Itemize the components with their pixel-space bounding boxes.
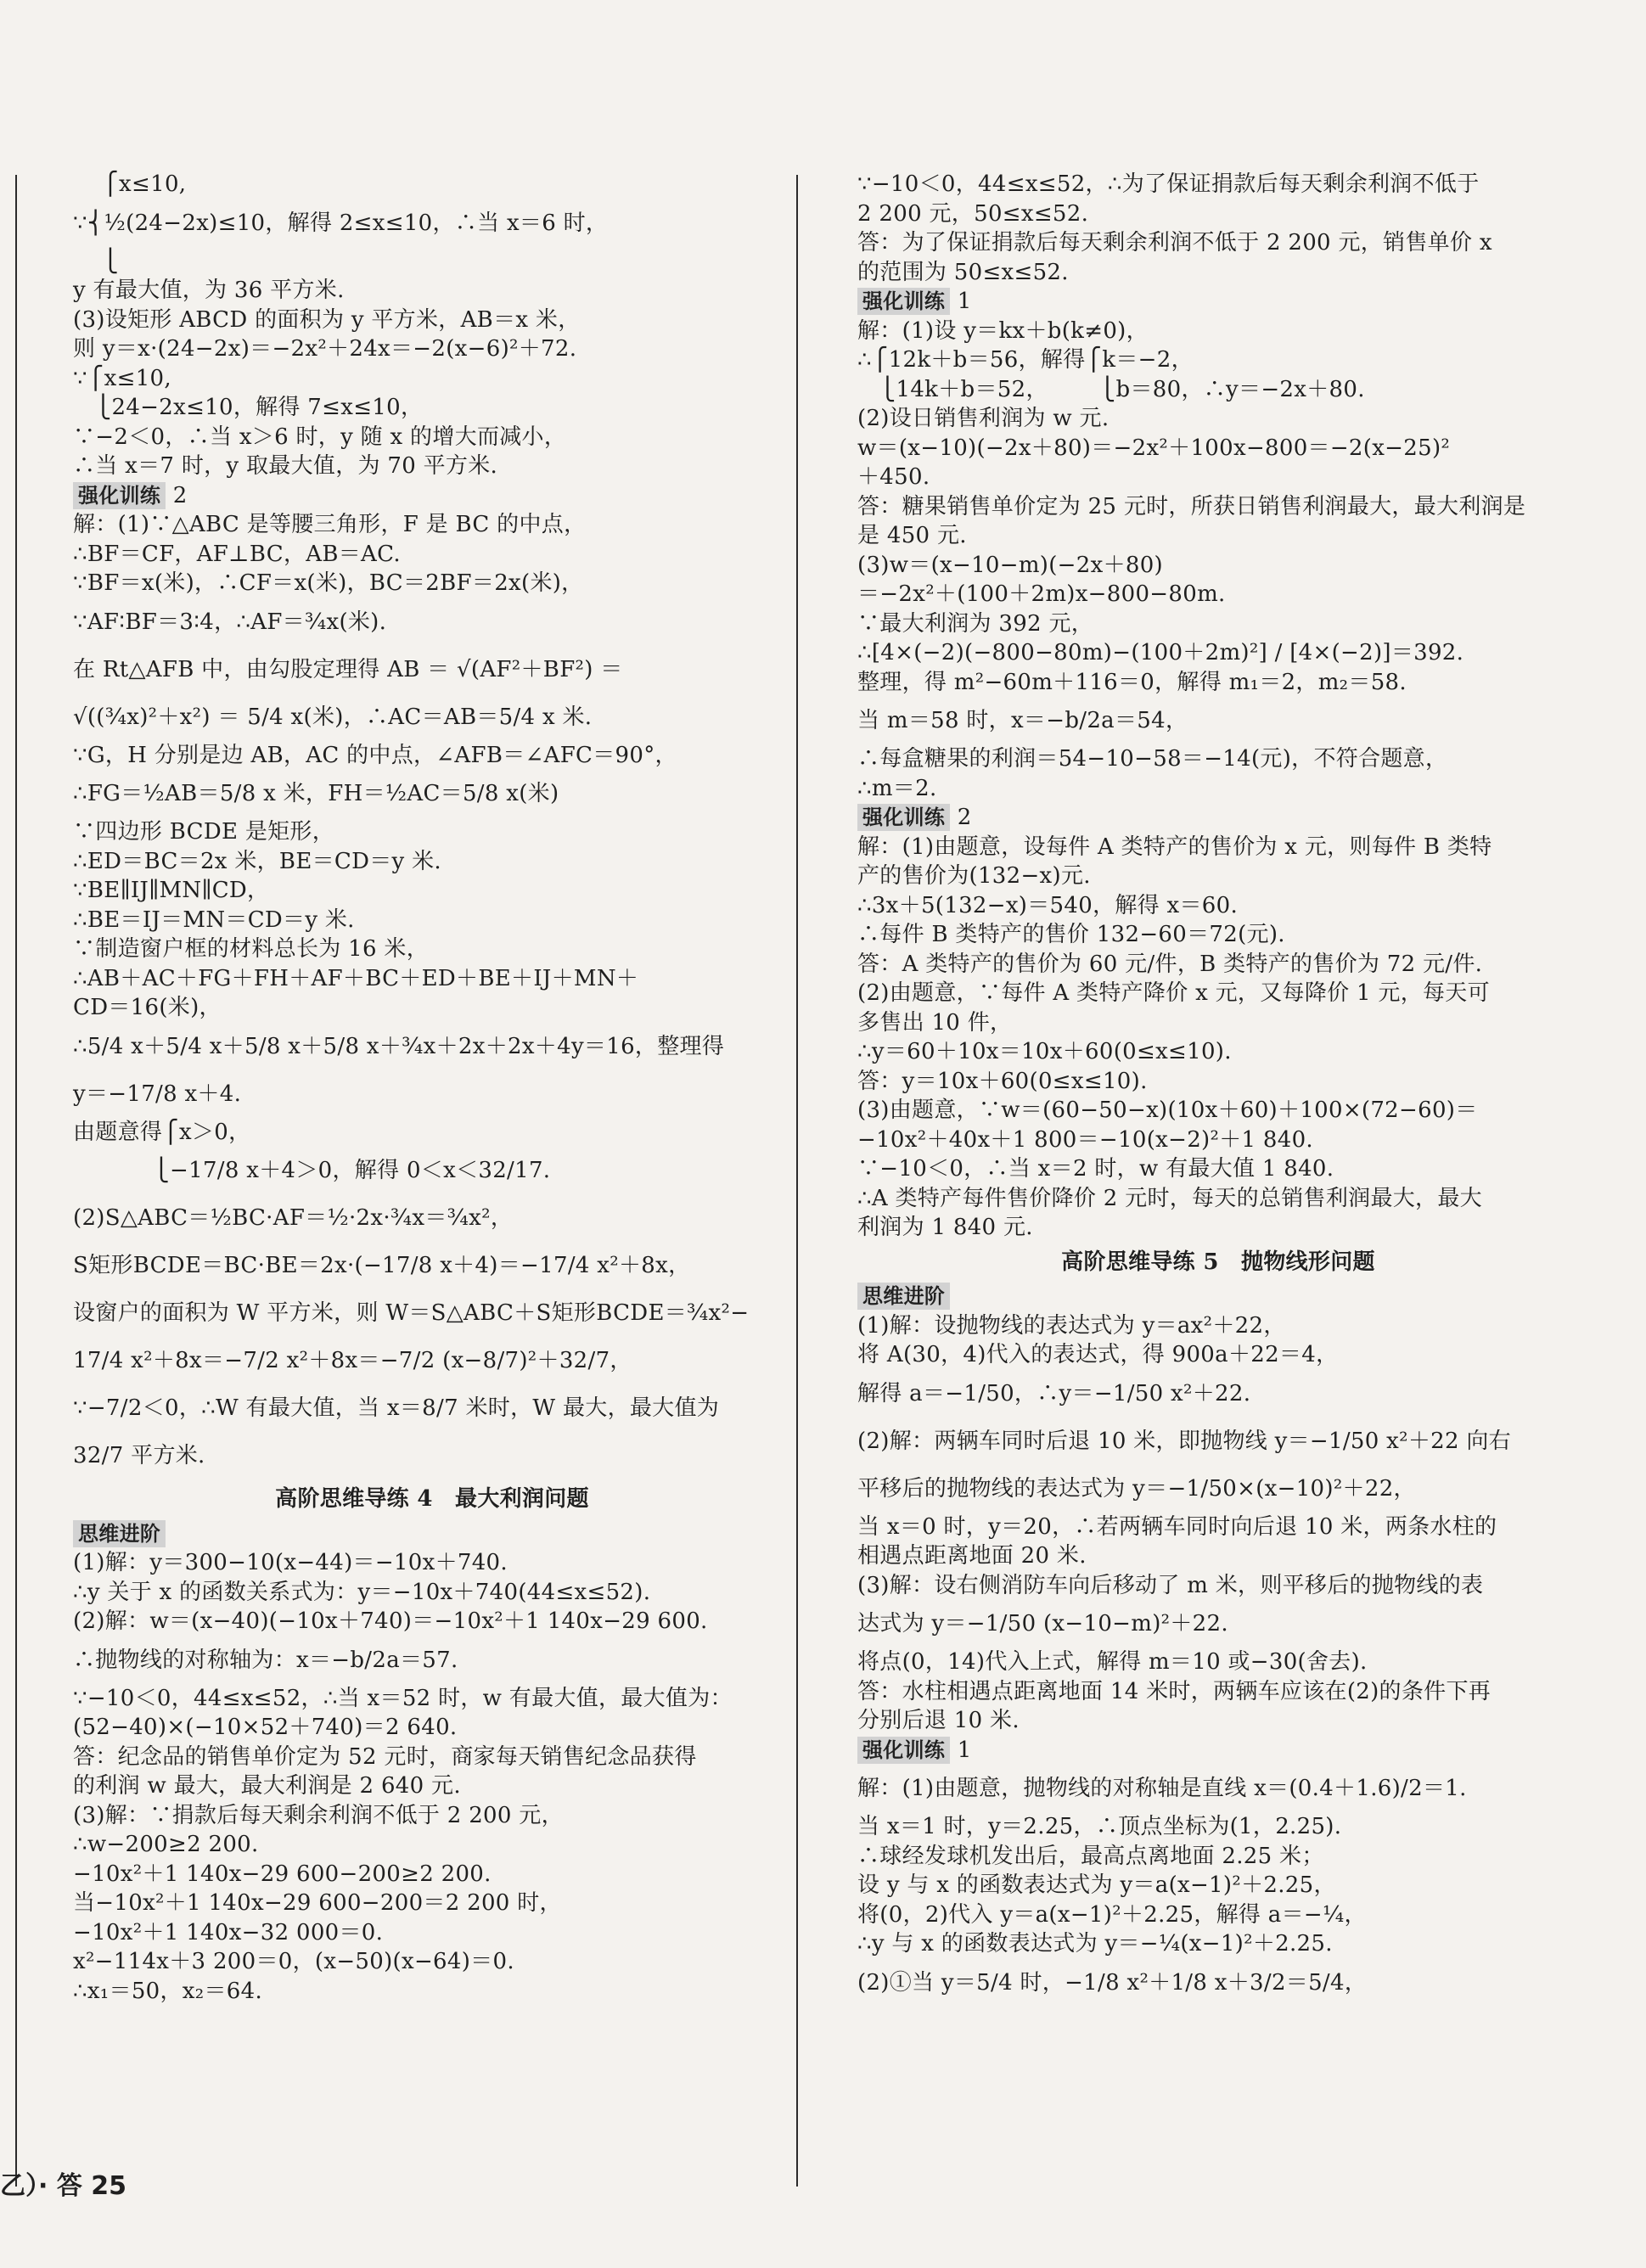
text-line: 当 x＝1 时，y＝2.25，∴顶点坐标为(1，2.25). [857, 1814, 1342, 1839]
text-line: ∴每盒糖果的利润＝54−10−58＝−14(元)，不符合题意， [857, 746, 1448, 772]
text-line: (1)解：设抛物线的表达式为 y＝ax²＋22， [857, 1312, 1286, 1339]
text-line: ∴抛物线的对称轴为：x＝−b/2a＝57. [73, 1647, 458, 1673]
text-line: 答：纪念品的销售单价定为 52 元时，商家每天销售纪念品获得 [73, 1743, 697, 1770]
text-line: ∴5/4 x＋5/4 x＋5/8 x＋5/8 x＋¾x＋2x＋2x＋4y＝16，整理得 [73, 1033, 725, 1059]
text-line: ∴y 关于 x 的函数关系式为：y＝−10x＋740(44≤x≤52). [73, 1579, 651, 1605]
section-tag-line [73, 1519, 791, 1549]
text-line: (3)设矩形 ABCD 的面积为 y 平方米，AB＝x 米， [73, 306, 581, 333]
text-line: 解：(1)由题意，抛物线的对称轴是直线 x＝(0.4＋1.6)/2＝1. [857, 1776, 1467, 1801]
section-tag: 强化训练 [857, 1737, 950, 1764]
text-line: ⎩−17/8 x＋4＞0，解得 0＜x＜32/17. [73, 1158, 551, 1183]
text-line: (3)解：设右侧消防车向后移动了 m 米，则平移后的抛物线的表 [857, 1572, 1484, 1598]
text-line: √((¾x)²＋x²) ＝ 5/4 x(米)，∴AC＝AB＝5/4 x 米. [73, 704, 593, 730]
text-line: 是 450 元. [857, 523, 967, 548]
text-line: −10x²＋1 140x−32 000＝0. [73, 1919, 384, 1945]
text-line: ∴每件 B 类特产的售价 132−60＝72(元). [857, 922, 1285, 947]
text-line: 当−10x²＋1 140x−29 600−200＝2 200 时， [73, 1890, 562, 1916]
text-line: 32/7 平方米. [73, 1443, 205, 1468]
text-line: 则 y＝x·(24−2x)＝−2x²＋24x＝−2(x−6)²＋72. [73, 336, 577, 362]
text-line: 答：y＝10x＋60(0≤x≤10). [857, 1068, 1148, 1094]
text-line: 将(0，2)代入 y＝a(x−1)²＋2.25，解得 a＝−¼， [857, 1901, 1367, 1928]
text-line: 答：A 类特产的售价为 60 元/件，B 类特产的售价为 72 元/件. [857, 951, 1483, 977]
text-line: ∵最大利润为 392 元， [857, 610, 1094, 637]
text-line: 平移后的抛物线的表达式为 y＝−1/50×(x−10)²＋22， [857, 1475, 1416, 1502]
text-line: 设窗户的面积为 W 平方米，则 W＝S△ABC＋S矩形BCDE＝¾x²− [73, 1300, 750, 1326]
text-line: 多售出 10 件， [857, 1009, 1013, 1036]
text-line: ∴⎧12k＋b＝56，解得⎧k＝−2， [857, 347, 1194, 373]
text-line: (3)w＝(x−10−m)(−2x＋80) [857, 552, 1164, 578]
text-line: x²−114x＋3 200＝0，(x−50)(x−64)＝0. [73, 1949, 514, 1974]
text-line: ∵−2＜0，∴当 x＞6 时，y 随 x 的增大而减小， [73, 424, 567, 450]
page-edge-line [15, 175, 17, 2187]
section-tag-line: 强化训练 1 [857, 1736, 1579, 1766]
section-tag: 强化训练 [857, 804, 950, 831]
text-line: 达式为 y＝−1/50 (x−10−m)²＋22. [857, 1611, 1228, 1636]
section-tag: 强化训练 [73, 482, 166, 509]
text-line: 当 m＝58 时，x＝−b/2a＝54， [857, 708, 1188, 733]
text-line: ∴m＝2. [857, 775, 937, 801]
text-line: 解得 a＝−1/50，∴y＝−1/50 x²＋22. [857, 1380, 1251, 1406]
section-tag-line: 强化训练 2 [857, 803, 1579, 833]
text-line: ∴BF＝CF，AF⊥BC，AB＝AC. [73, 541, 401, 567]
text-line: ∵⎧x≤10, [73, 365, 171, 391]
text-line: ＋450. [857, 464, 930, 490]
text-line: ∵AF∶BF＝3∶4，∴AF＝¾x(米). [73, 609, 387, 635]
section-title: 高阶思维导练 5 抛物线形问题 [1061, 1249, 1375, 1275]
text-line: 在 Rt△AFB 中，由勾股定理得 AB ＝ √(AF²＋BF²) ＝ [73, 656, 623, 682]
text-line: ⎩ [73, 248, 120, 274]
text-line: ∵−10＜0，44≤x≤52，∴当 x＝52 时，w 有最大值，最大值为： [73, 1685, 733, 1711]
text-line: 解：(1)设 y＝kx＋b(k≠0)， [857, 317, 1149, 344]
text-line: (2)S△ABC＝½BC·AF＝½·2x·¾x＝¾x²， [73, 1205, 514, 1231]
text-line: 解：(1)∵△ABC 是等腰三角形，F 是 BC 的中点， [73, 512, 587, 537]
section-tag-line [857, 1282, 1579, 1311]
text-line: (2)解：w＝(x−40)(−10x＋740)＝−10x²＋1 140x−29 600. [73, 1608, 708, 1634]
left-column [73, 170, 791, 2006]
text-line: ⎩24−2x≤10，解得 7≤x≤10， [73, 395, 424, 420]
text-line: 由题意得⎧x＞0， [73, 1119, 251, 1145]
text-line: (2)解：两辆车同时后退 10 米，即抛物线 y＝−1/50 x²＋22 向右 [857, 1428, 1511, 1454]
text-line: S矩形BCDE＝BC·BE＝2x·(−17/8 x＋4)＝−17/4 x²＋8x， [73, 1253, 691, 1278]
text-line: ∵−10＜0，∴当 x＝2 时，w 有最大值 1 840. [857, 1156, 1334, 1182]
text-line: (2)设日销售利润为 w 元. [857, 406, 1110, 431]
text-line: 相遇点距离地面 20 米. [857, 1543, 1087, 1569]
text-line: 当 x＝0 时，y＝20，∴若两辆车同时向后退 10 米，两条水柱的 [857, 1513, 1497, 1540]
column-divider [796, 175, 798, 2187]
text-line: ∴y 与 x 的函数表达式为 y＝−¼(x−1)²＋2.25. [857, 1931, 1333, 1956]
text-line: y 有最大值，为 36 平方米. [73, 278, 345, 303]
text-line: (1)解：y＝300−10(x−44)＝−10x＋740. [73, 1550, 508, 1575]
text-line: 2 200 元，50≤x≤52. [857, 200, 1089, 227]
text-line: ∵G，H 分别是边 AB，AC 的中点，∠AFB＝∠AFC＝90°， [73, 742, 677, 768]
text-line: 整理，得 m²−60m＋116＝0，解得 m₁＝2，m₂＝58. [857, 669, 1407, 695]
text-line: ∴y＝60＋10x＝10x＋60(0≤x≤10). [857, 1039, 1232, 1064]
text-line: ∴w−200≥2 200. [73, 1832, 259, 1857]
text-line: ∴A 类特产每件售价降价 2 元时，每天的总销售利润最大，最大 [857, 1185, 1482, 1211]
section-tag: 强化训练 [857, 288, 950, 315]
text-line: (52−40)×(−10×52＋740)＝2 640. [73, 1715, 458, 1740]
text-line: 将点(0，14)代入上式，解得 m＝10 或−30(舍去). [857, 1649, 1368, 1675]
text-line: ∴ED＝BC＝2x 米，BE＝CD＝y 米. [73, 848, 441, 874]
text-line: (2)①当 y＝5/4 时，−1/8 x²＋1/8 x＋3/2＝5/4， [857, 1969, 1368, 1996]
text-line: 答：糖果销售单价定为 25 元时，所获日销售利润最大，最大利润是 [857, 493, 1526, 519]
section-tag: 思维进阶 [857, 1283, 950, 1310]
text-line: 利润为 1 840 元. [857, 1215, 1033, 1240]
section-tag: 思维进阶 [73, 1520, 166, 1547]
text-line: ∵⎨½(24−2x)≤10，解得 2≤x≤10，∴当 x＝6 时， [73, 210, 609, 236]
section-tag-line: 强化训练 2 [73, 481, 791, 511]
text-line: (2)由题意，∵每件 A 类特产降价 x 元，又每降价 1 元，每天可 [857, 980, 1490, 1006]
text-line: y＝−17/8 x＋4. [73, 1081, 242, 1107]
text-line: ∵四边形 BCDE 是矩形， [73, 819, 335, 845]
text-line: −10x²＋40x＋1 800＝−10(x−2)²＋1 840. [857, 1126, 1314, 1153]
text-line: CD＝16(米)， [73, 995, 222, 1020]
text-line: 将 A(30，4)代入的表达式，得 900a＋22＝4， [857, 1342, 1339, 1367]
text-line: ⎩14k＋b＝52， ⎩b＝80，∴y＝−2x＋80. [857, 376, 1365, 402]
text-line: ∵BE∥IJ∥MN∥CD， [73, 878, 270, 903]
text-line: ∵−10＜0，44≤x≤52，∴为了保证捐款后每天剩余利润不低于 [857, 171, 1480, 197]
text-line: (3)解：∵捐款后每天剩余利润不低于 2 200 元， [73, 1802, 564, 1828]
right-column [857, 170, 1579, 2007]
text-line: (3)由题意，∵w＝(60−50−x)(10x＋60)＋100×(72−60)＝ [857, 1098, 1478, 1123]
text-line: ＝−2x²＋(100＋2m)x−800−80m. [857, 581, 1226, 607]
text-line: 答：为了保证捐款后每天剩余利润不低于 2 200 元，销售单价 x [857, 230, 1492, 255]
text-line: 的利润 w 最大，最大利润是 2 640 元. [73, 1773, 461, 1799]
text-line: ⎧x≤10, [73, 171, 187, 197]
text-line: ∴[4×(−2)(−800−80m)−(100＋2m)²] / [4×(−2)]＝392. [857, 640, 1464, 665]
text-line: ∴FG＝½AB＝5/8 x 米，FH＝½AC＝5/8 x(米) [73, 781, 559, 806]
text-line: ∵制造窗户框的材料总长为 16 米， [73, 936, 430, 962]
page-footer: 乙）· 答 25 [0, 2171, 127, 2201]
text-line: −10x²＋1 140x−29 600−200≥2 200. [73, 1861, 492, 1887]
text-line: ∴BE＝IJ＝MN＝CD＝y 米. [73, 907, 355, 933]
text-line: ∴当 x＝7 时，y 取最大值，为 70 平方米. [73, 453, 498, 479]
text-line: 设 y 与 x 的函数表达式为 y＝a(x−1)²＋2.25， [857, 1872, 1336, 1898]
text-line: 答：水柱相遇点距离地面 14 米时，两辆车应该在(2)的条件下再 [857, 1678, 1492, 1704]
text-line: ∴AB＋AC＋FG＋FH＋AF＋BC＋ED＋BE＋IJ＋MN＋ [73, 965, 639, 991]
text-line: ∴3x＋5(132−x)＝540，解得 x＝60. [857, 892, 1239, 918]
text-line: 解：(1)由题意，设每件 A 类特产的售价为 x 元，则每件 B 类特 [857, 834, 1492, 860]
text-line: 17/4 x²＋8x＝−7/2 x²＋8x＝−7/2 (x−8/7)²＋32/7， [73, 1348, 632, 1373]
section-title: 高阶思维导练 4 最大利润问题 [275, 1486, 589, 1512]
text-line: w＝(x−10)(−2x＋80)＝−2x²＋100x−800＝−2(x−25)² [857, 435, 1451, 461]
text-line: ∴球经发球机发出后，最高点离地面 2.25 米； [857, 1843, 1324, 1869]
text-line: ∵BF＝x(米)，∴CF＝x(米)，BC＝2BF＝2x(米)， [73, 570, 584, 596]
text-line: ∵−7/2＜0，∴W 有最大值，当 x＝8/7 米时，W 最大，最大值为 [73, 1395, 720, 1421]
section-tag-line: 强化训练 1 [857, 287, 1579, 317]
text-line: 分别后退 10 米. [857, 1708, 1020, 1733]
text-line: ∴x₁＝50，x₂＝64. [73, 1978, 263, 2004]
text-line: 产的售价为(132−x)元. [857, 863, 1091, 889]
text-line: 的范围为 50≤x≤52. [857, 259, 1069, 285]
